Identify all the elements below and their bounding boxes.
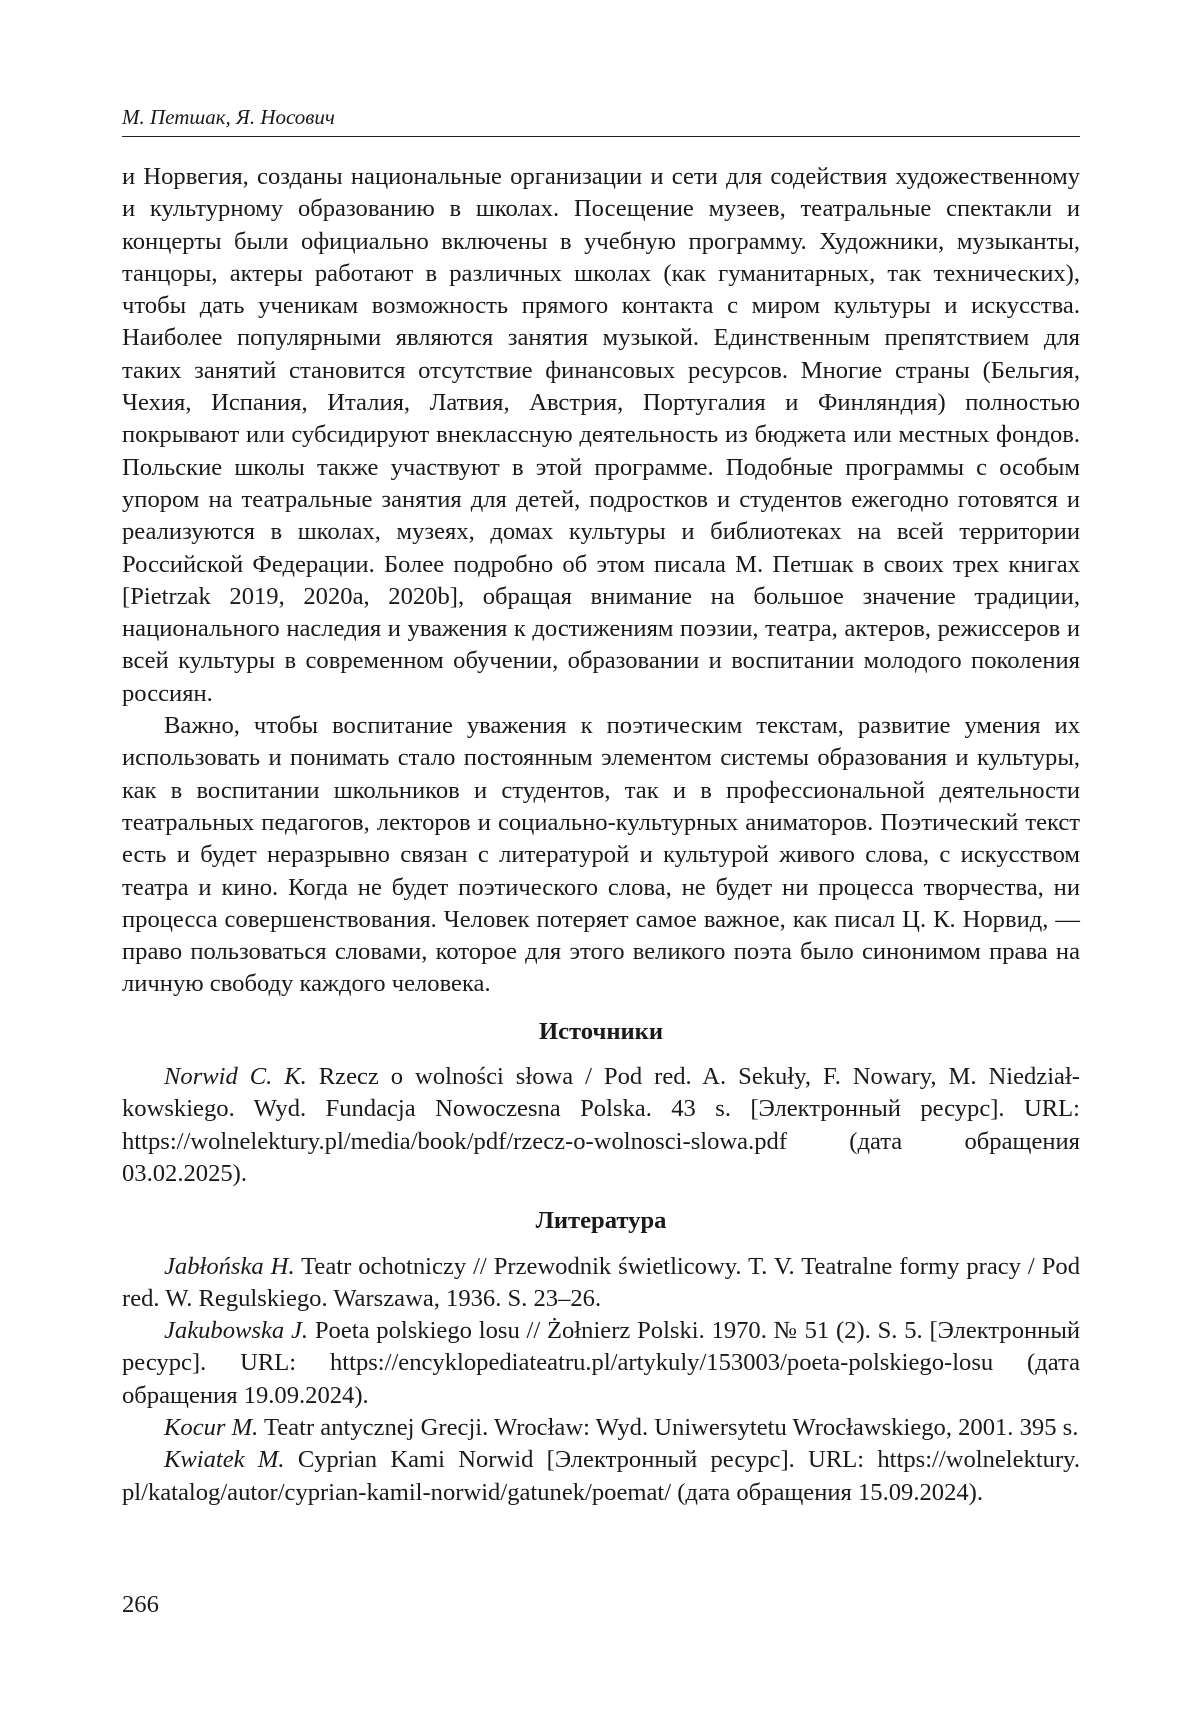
body-text — [122, 161, 1080, 1509]
paragraph-1: и Норвегия, созданы национальные организации и сети для содействия художественному и культурному образованию в школах. Посещение музеев, театральные спектакли и концерты были официально включены в учебную программу. Художники, музыканты, танцоры, актеры работают в различных школах (как гуманитарных, так технических), чтобы дать ученикам возможность прямого контакта с миром культуры и искусства. Наиболее популярными являются занятия музыкой. Единственным препятствием для таких занятий становится отсутствие финансовых ресурсов. Многие страны (Бельгия, Чехия, Испания, Италия, Латвия, Австрия, Португалия и Финляндия) полностью покрывают или субсидируют внеклассную деятельность из бюджета или местных фондов. Польские школы также участвуют в этой программе. Подобные программы с особым упором на театральные занятия для детей, подростков и студентов ежегодно готовятся и реализуются в школах, музеях, домах культуры и библиотеках на всей территории Российской Федерации. Более подробно об этом писала М. Петшак в своих трех книгах [Pietrzak 2019, 2020a, 2020b], обращая внимание на большое значение традиции, национального наследия и уважения к достижениям поэзии, театра, актеров, режиссеров и всей культуры в современном обучении, образовании и воспитании молодого поколения россиян. — [122, 163, 1080, 707]
reference-text: Poeta polskiego losu // Żołnierz Polski. 1970. № 51 (2). S. 5. [Электронный ресурс]. URL: https://encyklopediateatru.pl/artykuly/153003/poeta-polskiego-losu (дата обращения 19.09.2024). — [122, 1317, 1081, 1409]
running-head: М. Петшак, Я. Носович — [122, 104, 1080, 137]
reference-text: Teatr ochotniczy // Przewodnik świetlicowy. T. V. Teatralne formy pracy / Pod red. W. Regulskiego. Warszawa, 1936. S. 23–26. — [122, 1252, 1080, 1312]
reference-author: Kwiatek M. — [164, 1446, 285, 1474]
reference-author: Jabłońska H. — [164, 1252, 295, 1280]
reference-text: Cyprian Kami Norwid [Электронный ресурс]. URL: https://wolnelektury.​pl/katalog/autor/cyprian-kamil-norwid/gatunek/poemat/ (дата обращения 15.09.2024). — [122, 1446, 1081, 1506]
reference-author: Norwid C. K. — [164, 1063, 307, 1091]
reference-author: Kocur M. — [164, 1413, 259, 1441]
reference-text: Teatr antycznej Grecji. Wrocław: Wyd. Uniwersytetu Wrocławskiego, 2001. 395 s. — [258, 1413, 1079, 1441]
reference-author: Jakubowska J. — [164, 1317, 309, 1345]
sources-item — [122, 1061, 1080, 1190]
reference-text: Rzecz o wolności słowa / Pod red. A. Sekuły, F. Nowary, M. Niedziałkowskiego. Wyd. Fundacja Nowoczesna Polska. 43 s. [Электронный ресурс]. URL: https://wolnelektury.pl/media/book/pdf/rzecz-o-wolnosci-slowa.pdf (дата обращения 03.02.2025). — [122, 1063, 1080, 1187]
paragraph-2: Важно, чтобы воспитание уважения к поэтическим текстам, развитие умения их использовать и понимать стало постоянным элементом системы образования и культуры, как в воспитании школьников и студентов, так и в профессиональной деятельности театральных педагогов, лекторов и социально-культурных аниматоров. Поэтический текст есть и будет неразрывно связан с литературой и культурой живого слова, с искусством театра и кино. Когда не будет поэтического слова, не будет ни процесса творчества, ни процесса совершенствования. Человек потеряет самое важное, как писал Ц. К. Норвид, — право пользоваться словами, которое для этого великого поэта было синонимом права на личную свободу каждого человека. — [122, 712, 1080, 998]
literature-item — [122, 1315, 1080, 1412]
page-number: 266 — [122, 1591, 159, 1618]
document-page — [122, 0, 1080, 1710]
literature-item — [122, 1251, 1080, 1316]
literature-item — [122, 1444, 1080, 1509]
literature-heading: Литература — [535, 1207, 667, 1235]
literature-item — [122, 1412, 1080, 1444]
sources-heading: Источники — [538, 1017, 663, 1045]
